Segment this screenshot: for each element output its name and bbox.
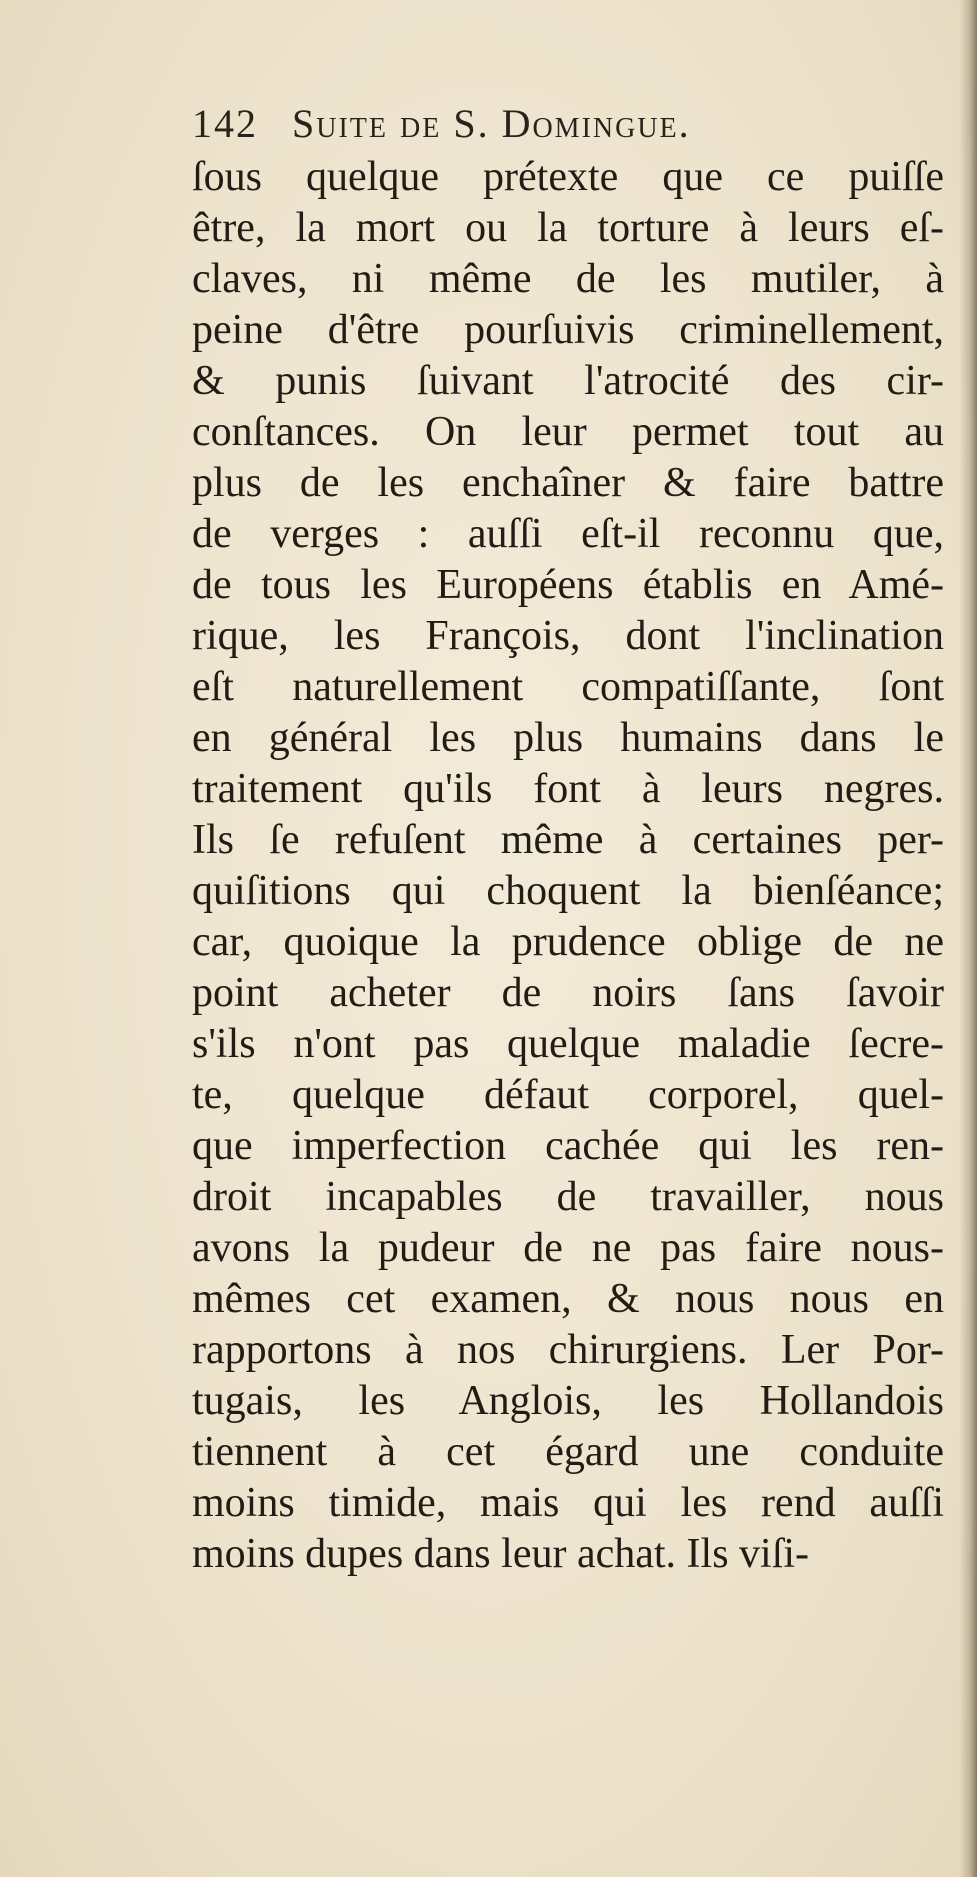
- page-number: 142: [192, 101, 258, 146]
- text-line: moins dupes dans leur achat. Ils viſi-: [192, 1531, 810, 1577]
- text-line: ſous quelque prétexte que ce puiſſe: [192, 154, 944, 200]
- text-line: que imperfection cachée qui les ren-: [192, 1123, 944, 1169]
- text-line: te, quelque défaut corporel, quel-: [192, 1072, 944, 1118]
- running-title: Suite de S. Domingue.: [292, 101, 691, 146]
- text-line: quiſitions qui choquent la bienſéance;: [192, 868, 944, 914]
- text-line: droit incapables de travailler, nous: [192, 1174, 944, 1220]
- text-line: avons la pudeur de ne pas faire nous-: [192, 1225, 944, 1271]
- text-line: tugais, les Anglois, les Hollandois: [192, 1378, 944, 1424]
- text-line: rique, les François, dont l'inclination: [192, 613, 944, 659]
- text-line: rapportons à nos chirurgiens. Ler Por-: [192, 1327, 944, 1373]
- text-line: tiennent à cet égard une conduite: [192, 1429, 944, 1475]
- text-line: conſtances. On leur permet tout au: [192, 409, 944, 455]
- text-line: de tous les Européens établis en Amé-: [192, 562, 944, 608]
- running-head: [192, 100, 952, 150]
- page-edge-shadow: [959, 0, 977, 1877]
- text-line: eſt naturellement compatiſſante, ſont: [192, 664, 944, 710]
- text-line: être, la mort ou la torture à leurs eſ-: [192, 205, 944, 251]
- text-line: point acheter de noirs ſans ſavoir: [192, 970, 944, 1016]
- text-line: plus de les enchaîner & faire battre: [192, 460, 944, 506]
- text-line: & punis ſuivant l'atrocité des cir-: [192, 358, 944, 404]
- text-line: moins timide, mais qui les rend auſſi: [192, 1480, 944, 1526]
- text-line: peine d'être pourſuivis criminellement,: [192, 307, 944, 353]
- text-line: de verges : auſſi eſt-il reconnu que,: [192, 511, 944, 557]
- text-line: Ils ſe refuſent même à certaines per-: [192, 817, 944, 863]
- text-line: en général les plus humains dans le: [192, 715, 944, 761]
- text-line: car, quoique la prudence oblige de ne: [192, 919, 944, 965]
- text-line: traitement qu'ils font à leurs negres.: [192, 766, 944, 812]
- text-line: s'ils n'ont pas quelque maladie ſecre-: [192, 1021, 944, 1067]
- text-line: claves, ni même de les mutiler, à: [192, 256, 944, 302]
- text-line: mêmes cet examen, & nous nous en: [192, 1276, 944, 1322]
- body-text: [192, 152, 944, 1580]
